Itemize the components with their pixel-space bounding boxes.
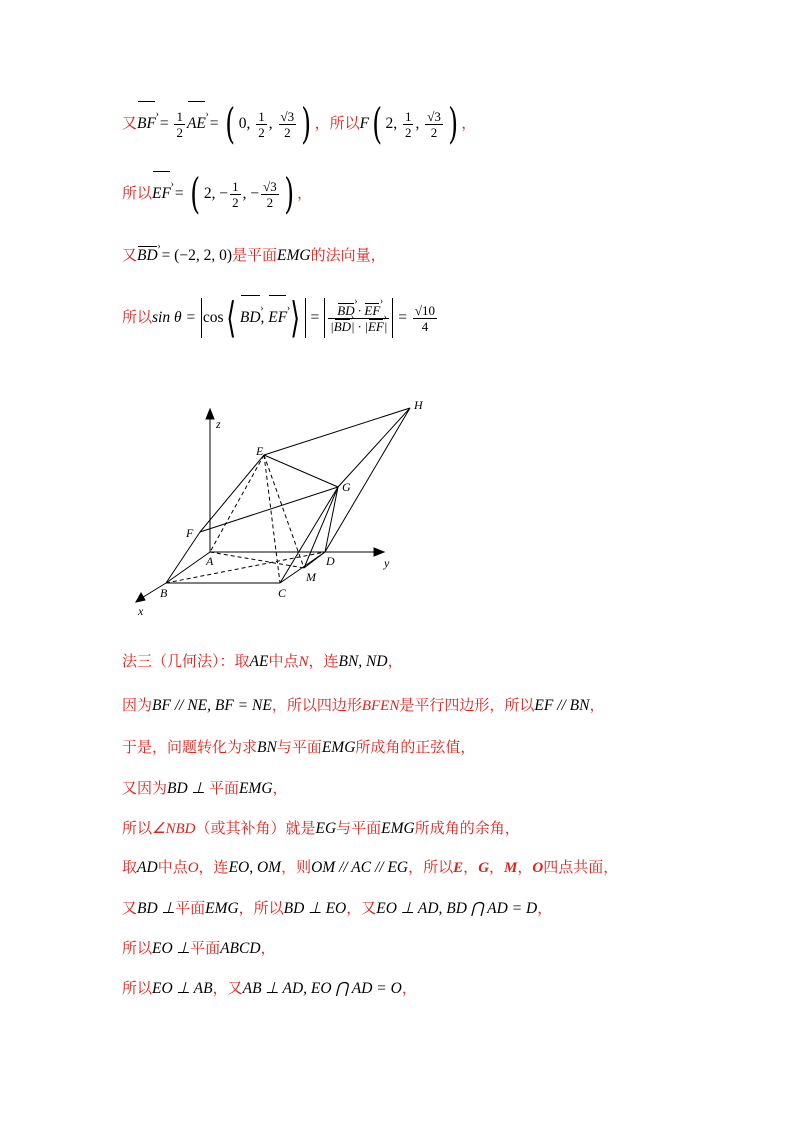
text: 所以 <box>122 939 153 957</box>
text: ，所以 <box>238 899 284 917</box>
z-arrow-icon <box>206 409 214 419</box>
text-so: ，所以 <box>314 114 360 132</box>
frac-den: 2 <box>284 124 291 140</box>
vector-value: = (−2, 2, 0) <box>157 247 232 264</box>
fraction <box>425 109 443 140</box>
math: M <box>504 860 518 876</box>
frac-den: |BD ›| · |EF ›| <box>328 319 389 334</box>
label-z: z <box>216 417 221 431</box>
math: N <box>298 654 309 670</box>
text-so: 所以 <box>122 308 153 326</box>
frac-num <box>328 303 389 319</box>
text: ，连 <box>308 652 339 670</box>
equals: = <box>394 309 411 326</box>
para-7 <box>122 898 552 919</box>
text: 于是，问题转化为求 <box>122 738 258 756</box>
equals: = <box>205 115 223 132</box>
coord-a: 2, <box>385 115 401 132</box>
text: 所成角的正弦值， <box>355 738 476 756</box>
frac-num: √3 <box>427 108 441 124</box>
math: E <box>453 860 464 876</box>
text: ， <box>272 779 288 797</box>
math: EG <box>315 820 337 837</box>
label-m: M <box>306 570 316 584</box>
text: ，又 <box>346 899 377 917</box>
abs-bar <box>201 298 202 338</box>
text: 又 <box>122 899 138 917</box>
x-arrow-icon <box>136 593 145 602</box>
frac-den: 4 <box>421 318 429 334</box>
frac-num: 1 <box>258 108 265 124</box>
math: BD ⊥ <box>137 900 176 917</box>
text: ，连 <box>198 858 229 876</box>
sin-theta: sin θ = <box>152 309 200 326</box>
math: EO ⊥ AB <box>152 980 213 997</box>
label-h: H <box>414 398 423 412</box>
text: ，所以四边形 <box>271 696 362 714</box>
edge-gc <box>280 487 338 583</box>
text-you: 又 <box>122 246 138 264</box>
frac-num: √10 <box>414 302 436 318</box>
vector-ef: EF › <box>364 303 380 318</box>
vector-bd: BD › <box>240 295 261 341</box>
math: BD ⊥ <box>167 780 209 797</box>
text: 所成角的余角， <box>414 819 520 837</box>
sep: , <box>415 115 424 132</box>
math: ∠NBD <box>152 821 196 837</box>
geometry-figure <box>128 395 428 620</box>
fraction <box>261 179 279 210</box>
text: ， <box>537 899 553 917</box>
abs-bar <box>324 298 325 338</box>
label-g: G <box>342 480 351 494</box>
text: 与平面 <box>336 819 382 837</box>
text: ， <box>463 858 479 876</box>
left-paren: ( <box>225 99 236 148</box>
text: 因为 <box>122 696 153 714</box>
text: ， <box>387 652 403 670</box>
text: ，所以 <box>408 858 454 876</box>
coord-a: 0, <box>238 115 255 132</box>
sep: , <box>268 115 277 132</box>
edge-em <box>264 455 304 568</box>
vector-bd: BD › <box>137 246 158 266</box>
vector-bf: BF › <box>137 101 156 147</box>
math: BN <box>257 739 277 756</box>
frac-den: 2 <box>430 124 438 140</box>
fraction <box>403 109 414 140</box>
vector-ef: EF › <box>152 171 171 217</box>
text: 平面 <box>208 779 239 797</box>
math: EMG <box>381 820 415 837</box>
right-paren: ) <box>301 99 312 148</box>
math: AE <box>249 653 269 670</box>
fraction <box>256 109 267 140</box>
comma: ， <box>297 184 313 202</box>
text-you: 又 <box>122 114 138 132</box>
frac-den: 2 <box>258 124 265 140</box>
edge-eg <box>264 455 338 487</box>
math: EO, OM <box>228 859 282 876</box>
frac-den: 2 <box>266 194 274 210</box>
vector-bd: BD › <box>334 319 351 334</box>
math: EMG <box>238 780 273 797</box>
edge-gd <box>325 487 338 552</box>
math: ABCD <box>220 940 261 957</box>
text: 是平行四边形，所以 <box>399 696 535 714</box>
coord-a: 2, − <box>203 185 229 202</box>
label-y: y <box>384 556 390 570</box>
frac-num: √3 <box>263 178 277 194</box>
math: EMG <box>205 900 239 917</box>
text: ， <box>401 979 417 997</box>
sep: , − <box>242 185 260 202</box>
label-c: C <box>278 586 287 600</box>
math: EF // BN <box>534 697 590 714</box>
edge-bf <box>166 532 200 583</box>
equals: = <box>155 115 173 132</box>
frac-num: 1 <box>232 178 239 194</box>
text: 所以 <box>122 819 153 837</box>
text: 平面 <box>190 939 221 957</box>
text: ， <box>260 939 276 957</box>
text: 所以 <box>122 979 153 997</box>
edge-hd <box>325 408 410 552</box>
equals: = <box>306 309 324 326</box>
frac-den: 2 <box>232 194 239 210</box>
para-1 <box>122 651 403 672</box>
fraction-half <box>174 109 185 140</box>
label-e: E <box>256 444 264 458</box>
frac-den: 2 <box>404 124 412 140</box>
point-f: F <box>359 115 370 132</box>
text: ，则 <box>281 858 312 876</box>
math: EO ⊥ AD, BD ⋂ AD = D <box>376 900 538 917</box>
text: 四点共面， <box>543 858 619 876</box>
left-angle: ⟨ <box>226 293 237 342</box>
para-5 <box>122 818 520 839</box>
math: G <box>478 860 490 876</box>
vector-ae: AE › <box>187 101 206 147</box>
para-8 <box>122 938 276 959</box>
label-d: D <box>326 554 335 568</box>
para-4 <box>122 778 288 799</box>
text-so: 所以 <box>122 184 153 202</box>
equals: = <box>170 185 188 202</box>
text: （或其补角）就是 <box>195 819 316 837</box>
right-paren: ) <box>284 169 294 218</box>
frac-num: 1 <box>176 108 183 124</box>
left-paren: ( <box>372 99 383 148</box>
math: EMG <box>321 739 356 756</box>
text: ， <box>589 696 605 714</box>
text: 与平面 <box>276 738 322 756</box>
vector-bd: BD › <box>337 303 354 318</box>
para-3 <box>122 737 475 758</box>
y-arrow-icon <box>374 548 384 556</box>
plane-name: EMG <box>277 247 311 264</box>
line-2 <box>122 170 312 216</box>
text: ， <box>517 858 533 876</box>
fraction <box>230 179 241 210</box>
text: 的法向量， <box>310 246 386 264</box>
dot: · <box>354 318 365 334</box>
line-3 <box>122 245 386 266</box>
cos-label: cos <box>202 309 224 326</box>
math: EO ⊥ <box>152 940 191 957</box>
para-9 <box>122 978 417 999</box>
line-1 <box>122 100 476 146</box>
para-2 <box>122 695 604 716</box>
math: AD <box>137 859 158 876</box>
sep: , <box>260 309 269 326</box>
fraction <box>279 109 297 140</box>
label-b: B <box>160 586 168 600</box>
math: BD ⊥ EO <box>283 900 347 917</box>
edge-fg <box>200 487 338 532</box>
right-paren: ) <box>448 99 458 148</box>
frac-den: 2 <box>176 124 183 140</box>
label-a: A <box>206 554 214 568</box>
text: 法三（几何法）：取 <box>122 652 250 670</box>
label-f: F <box>186 526 194 540</box>
dot: · <box>354 302 365 318</box>
text: ， <box>489 858 505 876</box>
math: BN, ND <box>338 653 388 670</box>
math: OM // AC // EG <box>311 859 409 876</box>
edge-ec <box>264 455 280 583</box>
vector-ef: EF › <box>268 295 287 341</box>
text: 平面 <box>175 899 206 917</box>
frac-num: 1 <box>404 108 412 124</box>
right-angle: ⟩ <box>290 293 301 342</box>
fraction-result <box>413 303 437 334</box>
text: 中点 <box>157 858 188 876</box>
vector-ef: EF › <box>368 319 384 334</box>
text: ，又 <box>212 979 243 997</box>
text: 中点 <box>268 652 299 670</box>
left-paren: ( <box>190 169 201 218</box>
math: AB ⊥ AD, EO ⋂ AD = O <box>242 980 402 997</box>
math: O <box>187 860 199 876</box>
math: BF // NE, BF = NE <box>152 697 272 714</box>
text: 又因为 <box>122 779 168 797</box>
abs-bar <box>305 298 306 338</box>
math: BFEN <box>361 698 400 714</box>
label-x: x <box>138 604 144 618</box>
edge-ea <box>210 455 264 552</box>
text: 是平面 <box>232 246 278 264</box>
comma: ， <box>461 114 477 132</box>
fraction-cos <box>328 303 389 334</box>
para-6 <box>122 857 618 878</box>
math: O <box>532 860 544 876</box>
line-4 <box>122 294 439 340</box>
text: 取 <box>122 858 138 876</box>
frac-num: √3 <box>280 108 295 124</box>
